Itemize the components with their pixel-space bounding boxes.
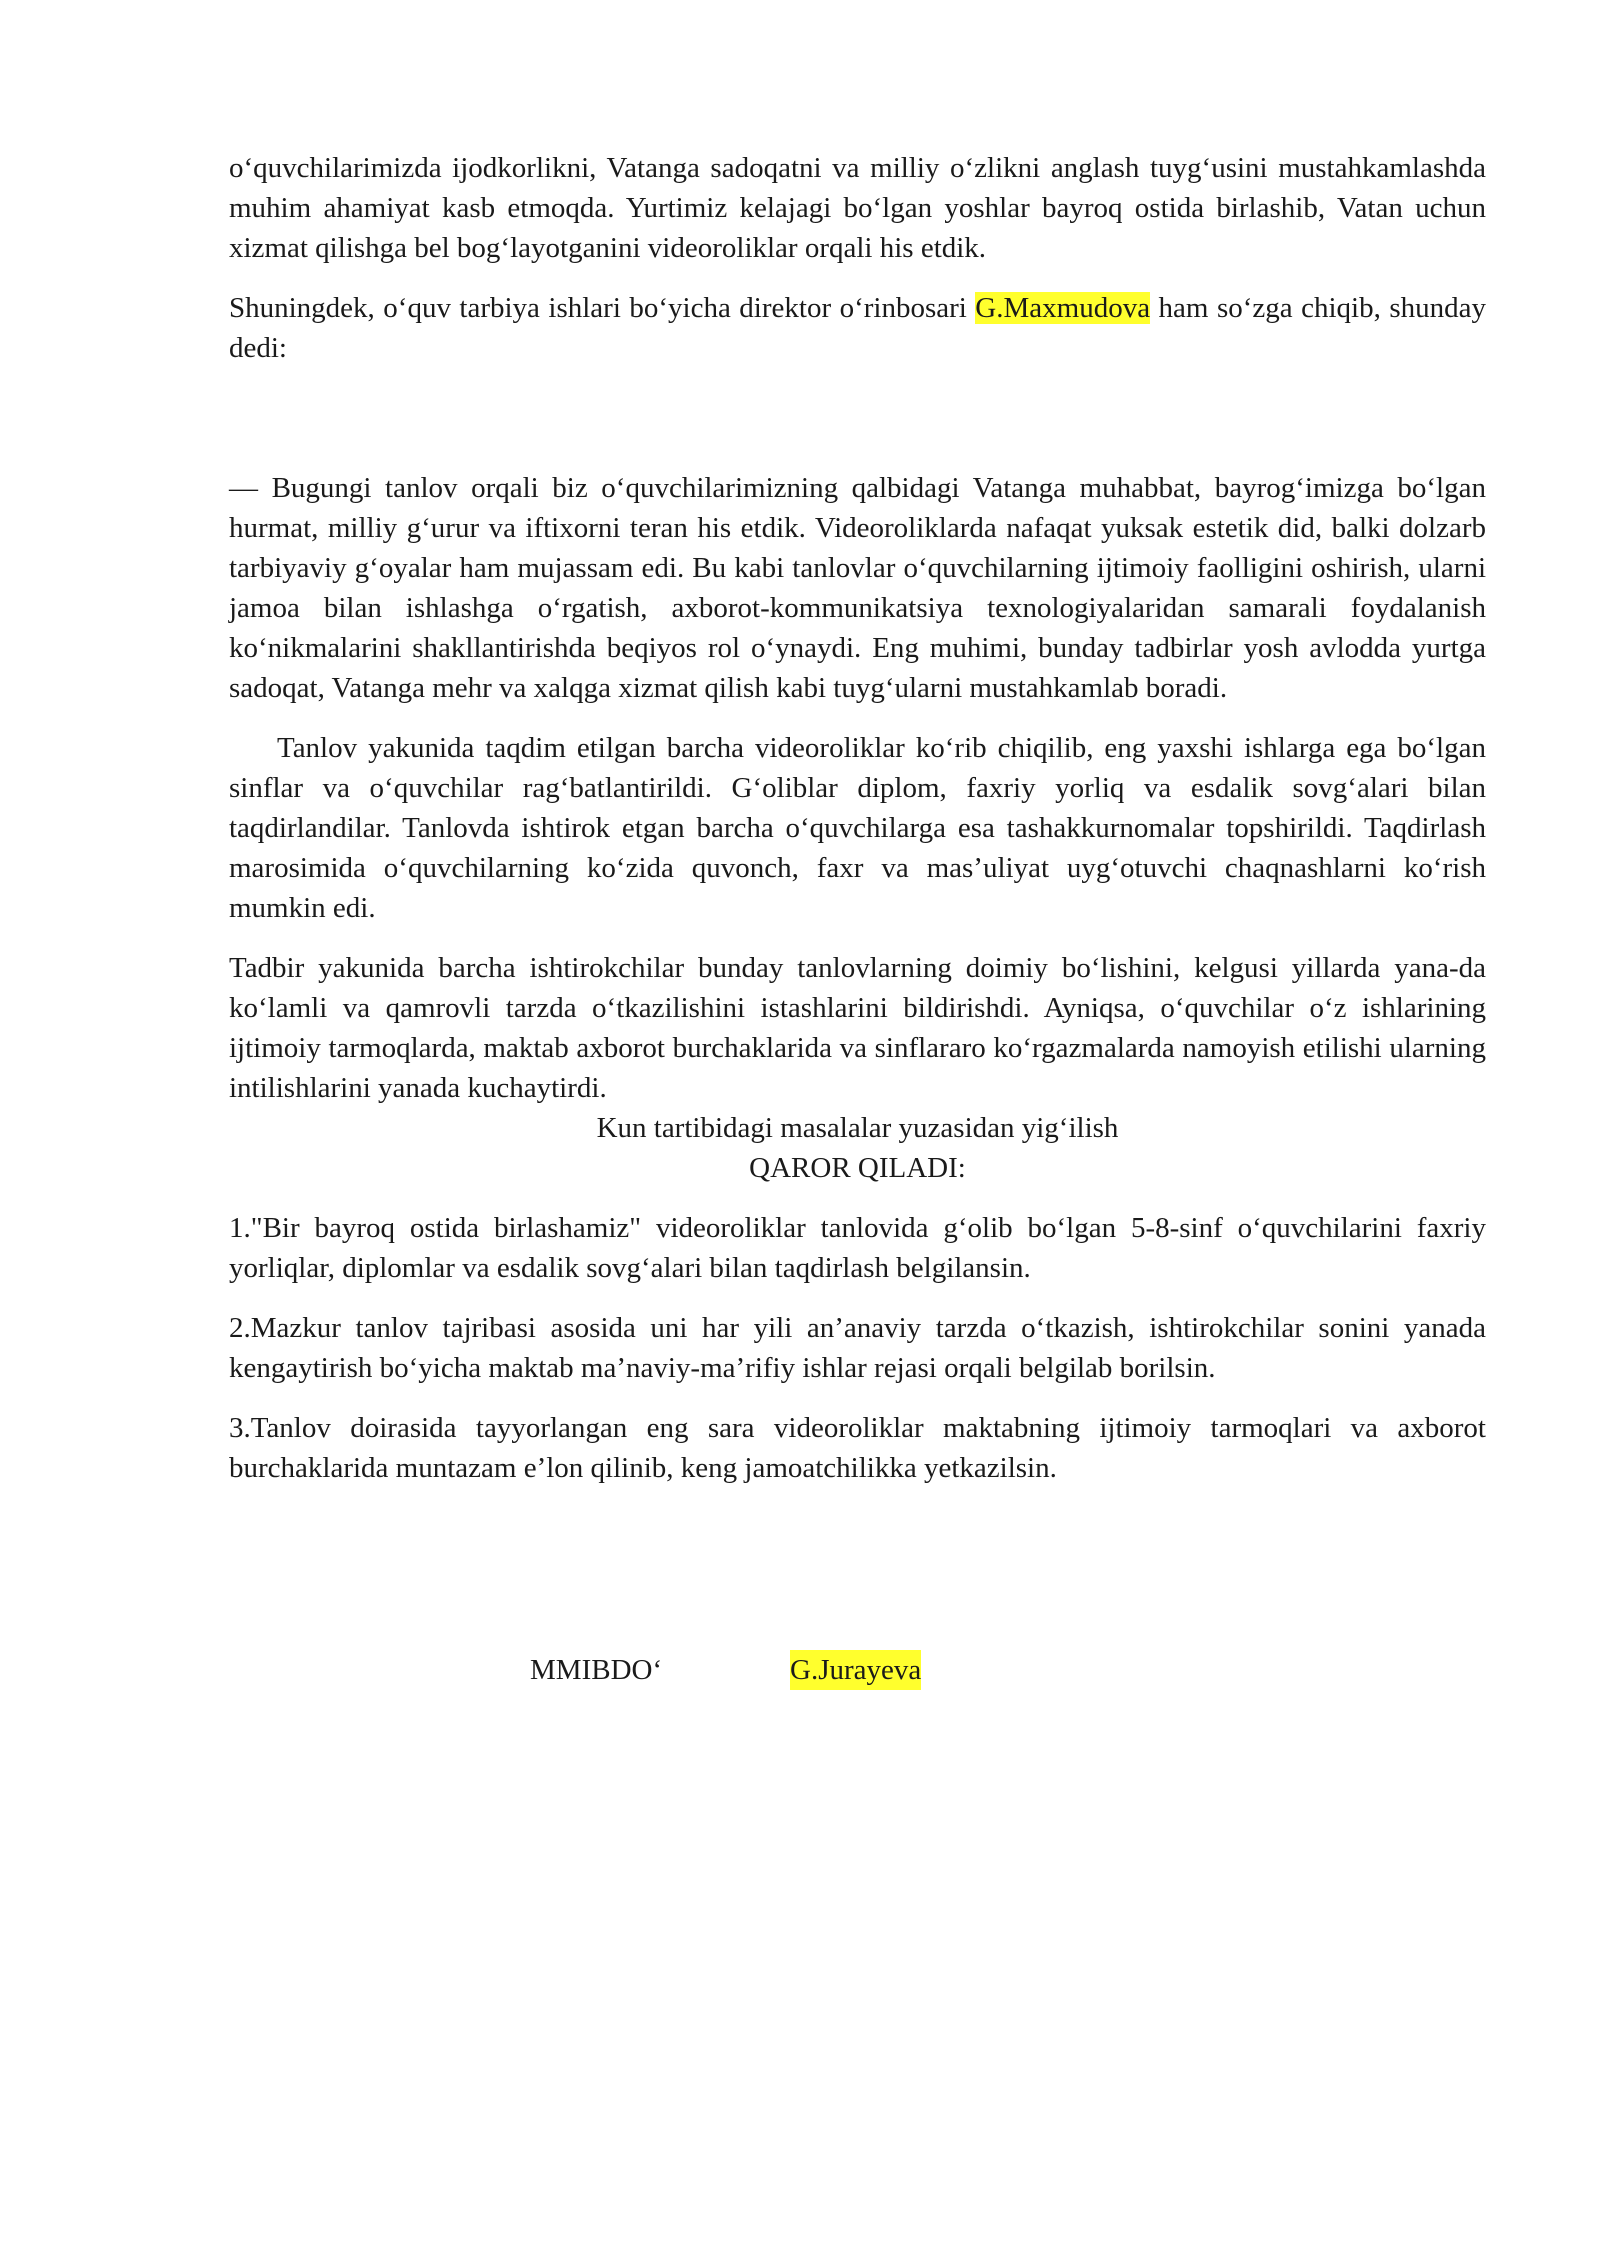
highlighted-name-maxmudova: G.Maxmudova xyxy=(975,292,1151,324)
signature-block xyxy=(530,1650,922,1690)
decision-item-3: 3.Tanlov doirasida tayyorlangan eng sara videoroliklar maktabning ijtimoiy tarmoqlari va axborot burchaklarida muntazam e’lon qilinib, keng jamoatchilikka yetkazilsin. xyxy=(229,1412,1486,1484)
agenda-line: Kun tartibidagi masalalar yuzasidan yig‘ilish xyxy=(596,1112,1119,1144)
paragraph-speech-quote: — Bugungi tanlov orqali biz o‘quvchilarimizning qalbidagi Vatanga muhabbat, bayrog‘imizga bo‘lgan hurmat, milliy g‘urur va iftixorni teran his etdik. Videoroliklarda nafaqat yuksak estetik did, balki dolzarb tarbiyaviy g‘oyalar ham mujassam edi. Bu kabi tanlovlar o‘quvchilarning ijtimoiy faolligini oshirish, ularni jamoa bilan ishlashga o‘rgatish, axborot-kommunikatsiya texnologiyalaridan samarali foydalanish ko‘nikmalarini shakllantirishda beqiyos rol o‘ynaydi. Eng muhimi, bunday tadbirlar yosh avlodda yurtga sadoqat, Vatanga mehr va xalqga xizmat qilish kabi tuyg‘ularni mustahkamlab boradi. xyxy=(229,472,1486,704)
signature-title: MMIBDO‘ xyxy=(530,1654,663,1686)
document-body xyxy=(229,148,1486,1488)
decision-heading: QAROR QILADI: xyxy=(749,1152,966,1184)
paragraph-speaker-intro xyxy=(229,288,1486,368)
paragraph-conclusion: Tadbir yakunida barcha ishtirokchilar bunday tanlovlarning doimiy bo‘lishini, kelgusi yillarda yana-da ko‘lamli va qamrovli tarzda o‘tkazilishini istashlarini bildirishdi. Ayniqsa, o‘quvchilar o‘z ishlarining ijtimoiy tarmoqlarda, maktab axborot burchaklarida va sinflararo ko‘rgazmalarda namoyish etilishi ularning intilishlarini yanada kuchaytirdi. xyxy=(229,952,1486,1104)
paragraph-awards: Tanlov yakunida taqdim etilgan barcha videoroliklar ko‘rib chiqilib, eng yaxshi ishlarga ega bo‘lgan sinflar va o‘quvchilar rag‘batlantirildi. G‘oliblar diplom, faxriy yorliq va esdalik sovg‘alari bilan taqdirlandilar. Tanlovda ishtirok etgan barcha o‘quvchilarga esa tashakkurnomalar topshirildi. Taqdirlash marosimida o‘quvchilarning ko‘zida quvonch, faxr va mas’uliyat uyg‘otuvchi chaqnashlarni ko‘rish mumkin edi. xyxy=(229,732,1486,924)
signature-name: G.Jurayeva xyxy=(790,1650,921,1690)
paragraph-speaker-intro-end: ham so‘zga chiqib, shunday dedi: xyxy=(229,292,1486,364)
paragraph-intro: o‘quvchilarimizda ijodkorlikni, Vatanga sadoqatni va milliy o‘zlikni anglash tuyg‘usini mustahkamlashda muhim ahamiyat kasb etmoqda. Yurtimiz kelajagi bo‘lgan yoshlar bayroq ostida birlashib, Vatan uchun xizmat qilishga bel bog‘layotganini videoroliklar orqali his etdik. xyxy=(229,152,1486,264)
decision-item-1: 1."Bir bayroq ostida birlashamiz" videoroliklar tanlovida g‘olib bo‘lgan 5-8-sinf o‘quvchilarini faxriy yorliqlar, diplomlar va esdalik sovg‘alari bilan taqdirlash belgilansin. xyxy=(229,1212,1486,1284)
decision-item-2: 2.Mazkur tanlov tajribasi asosida uni har yili an’anaviy tarzda o‘tkazish, ishtirokchilar sonini yanada kengaytirish bo‘yicha maktab ma’naviy-ma’rifiy ishlar rejasi orqali belgilab borilsin. xyxy=(229,1312,1486,1384)
paragraph-speaker-intro-text: Shuningdek, o‘quv tarbiya ishlari bo‘yicha direktor o‘rinbosari xyxy=(229,292,976,324)
